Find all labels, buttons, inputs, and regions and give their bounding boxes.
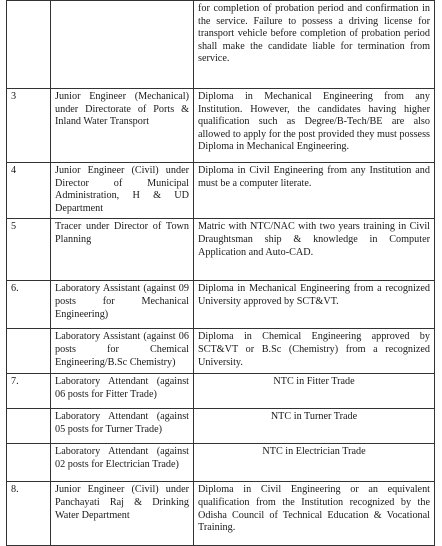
post-name: Laboratory Attendant (against 02 posts for Electrician Trade) — [51, 444, 194, 482]
qualification: Diploma in Chemical Engineering approved by SCT&VT or B.Sc (Chemistry) from a recognized University. — [194, 329, 435, 374]
serial-number — [7, 1, 51, 89]
table-row — [7, 374, 435, 409]
post-name: Laboratory Attendant (against 05 posts for Turner Trade) — [51, 409, 194, 444]
serial-number — [7, 329, 51, 374]
qualification: Diploma in Civil Engineering from any Institution and must be a computer literate. — [194, 163, 435, 219]
qualification: Diploma in Civil Engineering or an equivalent qualification from the Institution recognized by the Odisha Council of Technical Education & Vocational Training. — [194, 482, 435, 546]
table-row — [7, 219, 435, 281]
qualification: NTC in Fitter Trade — [194, 374, 435, 409]
qualification: NTC in Electrician Trade — [194, 444, 435, 482]
table-row — [7, 1, 435, 89]
table-row — [7, 409, 435, 444]
serial-number: 6. — [7, 281, 51, 329]
serial-number: 7. — [7, 374, 51, 409]
post-name — [51, 1, 194, 89]
post-name: Laboratory Assistant (against 09 posts for Mechanical Engineering) — [51, 281, 194, 329]
post-name: Tracer under Director of Town Planning — [51, 219, 194, 281]
table-row — [7, 163, 435, 219]
serial-number — [7, 409, 51, 444]
qualification: Matric with NTC/NAC with two years training in Civil Draughtsman ship & knowledge in Computer Application and Auto-CAD. — [194, 219, 435, 281]
post-name: Junior Engineer (Civil) under Director of Municipal Administration, H & UD Department — [51, 163, 194, 219]
post-name: Laboratory Assistant (against 06 posts for Chemical Engineering/B.Sc Chemistry) — [51, 329, 194, 374]
eligibility-table — [6, 0, 435, 546]
qualification: for completion of probation period and confirmation in the service. Failure to possess a driving license for transport vehicle before completion of probation period shall make the candidate liable for termination from service. — [194, 1, 435, 89]
serial-number: 5 — [7, 219, 51, 281]
table-row — [7, 281, 435, 329]
post-name: Junior Engineer (Mechanical) under Directorate of Ports & Inland Water Transport — [51, 89, 194, 163]
table-row — [7, 89, 435, 163]
qualification: NTC in Turner Trade — [194, 409, 435, 444]
table-row — [7, 444, 435, 482]
post-name: Laboratory Attendant (against 06 posts for Fitter Trade) — [51, 374, 194, 409]
serial-number — [7, 444, 51, 482]
qualification: Diploma in Mechanical Engineering from any Institution. However, the candidates having higher qualification such as Degree/B-Tech/BE are also allowed to apply for the post provided they must possess Diploma in Mechanical Engineering. — [194, 89, 435, 163]
serial-number: 4 — [7, 163, 51, 219]
table-row — [7, 329, 435, 374]
table-row — [7, 482, 435, 546]
post-name: Junior Engineer (Civil) under Panchayati Raj & Drinking Water Department — [51, 482, 194, 546]
serial-number: 3 — [7, 89, 51, 163]
serial-number: 8. — [7, 482, 51, 546]
qualification: Diploma in Mechanical Engineering from a recognized University approved by SCT&VT. — [194, 281, 435, 329]
